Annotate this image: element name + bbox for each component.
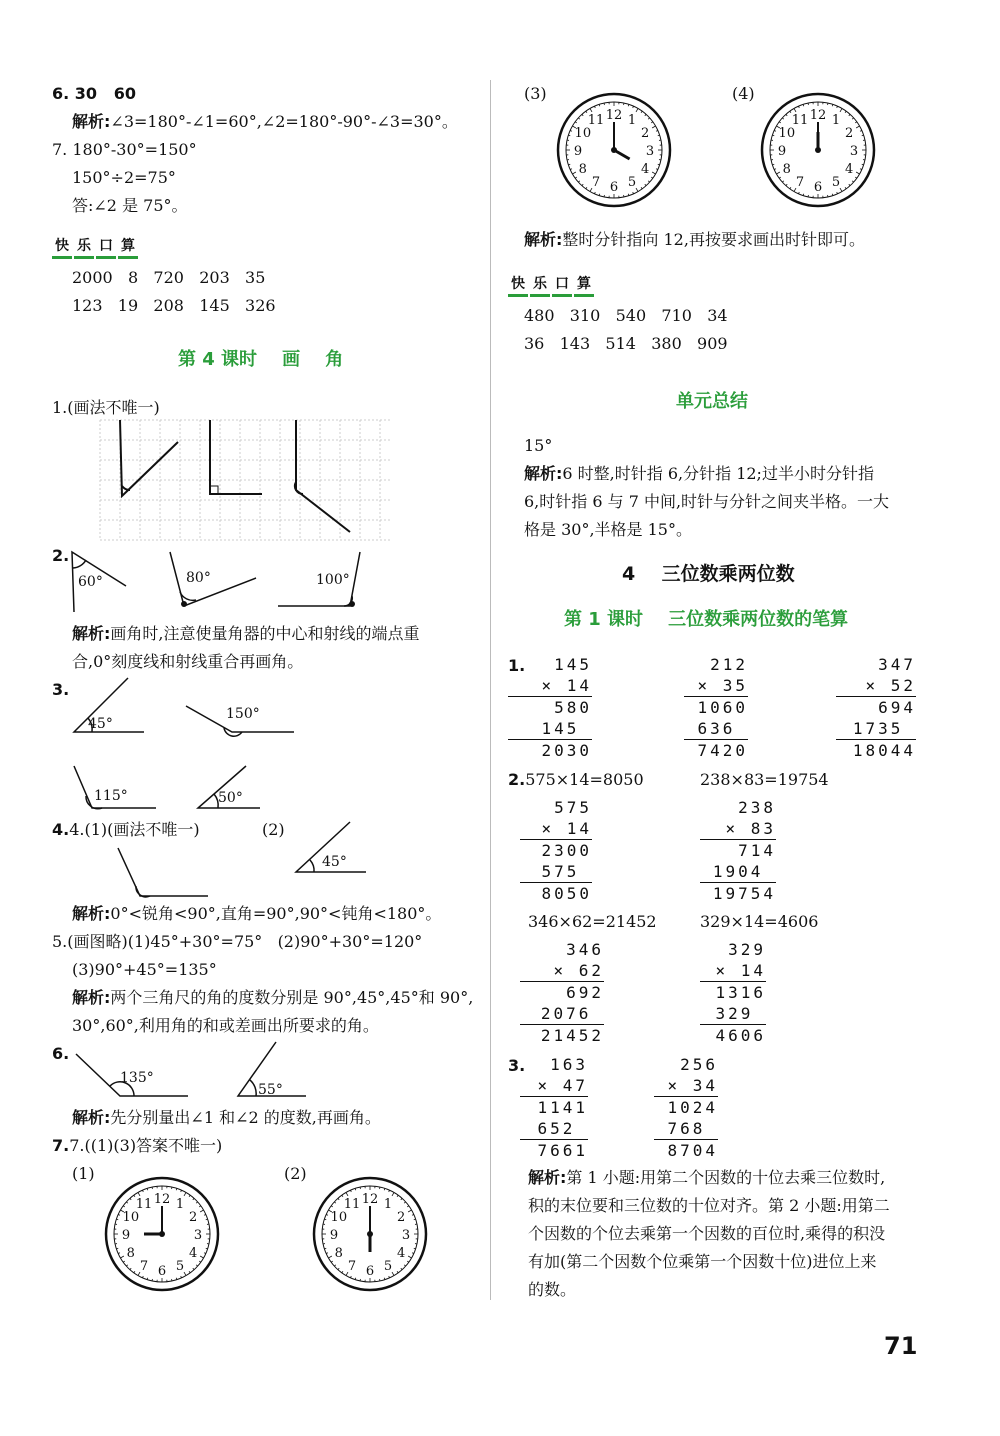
clock-number: 4 (845, 162, 854, 177)
clock-number: 12 (809, 108, 827, 123)
clock-tick (776, 172, 779, 174)
q6-answer: 6. 30 60 (52, 84, 137, 103)
clock-number: 10 (330, 1210, 348, 1225)
clock-tick (338, 1268, 339, 1269)
clock-number: 7 (591, 175, 601, 191)
clock-tick (782, 118, 783, 119)
clock-tick (845, 111, 846, 113)
p2-label: 2. (52, 546, 70, 565)
clock-tick (572, 172, 575, 174)
p3-angle-50: 50° (218, 790, 243, 806)
clock-tick (575, 177, 577, 178)
clock-number: 11 (587, 112, 605, 128)
q7-line-3: 答:∠2 是 75°。 (72, 196, 188, 215)
clock-tick (338, 1198, 339, 1199)
clock-number: 12 (361, 1192, 379, 1207)
clock-tick (407, 1261, 409, 1262)
chapter-title: 4 三位数乘两位数 (622, 563, 795, 585)
clock-number: 2 (641, 126, 650, 141)
q2-eq-3: 346×62=21452 (528, 912, 657, 931)
clock-tick (582, 114, 583, 115)
clock-tick (774, 169, 776, 170)
clock-number: 1 (383, 1196, 393, 1212)
p6-angle-135: 135° (120, 1070, 154, 1086)
clock-number: 1 (831, 112, 841, 128)
clock-tick (855, 177, 857, 178)
clock-number: 8 (782, 162, 791, 177)
clock-tick (856, 172, 859, 174)
clock-tick (651, 122, 653, 123)
clock-tick (636, 108, 638, 111)
clock-tick (326, 1214, 328, 1215)
clock-center (611, 147, 617, 153)
clock-tick (346, 1192, 348, 1195)
p2-angle-60: 60° (78, 574, 103, 590)
clock-tick (142, 1190, 143, 1192)
clock-number: 5 (627, 175, 637, 191)
clock-number: 6 (609, 180, 619, 195)
clock-number: 5 (831, 175, 841, 191)
clock-number: 3 (645, 144, 655, 159)
p2-analysis-line-2: 合,0°刻度线和射线重合再画角。 (72, 652, 304, 671)
clock-label-4: (4) (732, 84, 755, 103)
p7-label: 7.7.((1)(3)答案不唯一) (52, 1136, 223, 1155)
q3-analysis-line-1: 解析:第 1 小题:用第二个因数的十位去乘三位数时, (528, 1168, 886, 1187)
clock-tick (189, 1271, 190, 1273)
q6-analysis: 解析:∠3=180°-∠1=60°,∠2=180°-90°-∠3=30°。 (72, 112, 458, 131)
summary-analysis-line-3: 格是 30°,半格是 15°。 (524, 520, 692, 539)
clock-tick (130, 1268, 131, 1269)
p2-analysis-line-1: 解析:画角时,注意使量角器的中心和射线的端点重 (72, 624, 420, 643)
q2-calc-4: 329 × 14 1316 329 4606 (700, 939, 766, 1046)
page-number: 71 (884, 1332, 918, 1360)
clock-tick (849, 114, 850, 115)
q2-calc-3: 346 × 62 692 2076 21452 (520, 939, 604, 1046)
clock-number: 4 (189, 1246, 198, 1261)
clock-tick (852, 181, 853, 182)
clock-label-3: (3) (524, 84, 547, 103)
clock-tick (837, 192, 838, 194)
clock-1 (104, 1176, 220, 1292)
clock-4 (760, 92, 876, 208)
clock-tick (570, 130, 572, 131)
kuaile-row-1-right: 480 310 540 710 34 (524, 306, 728, 325)
p3-angle-150: 150° (226, 706, 260, 722)
clock-2 (312, 1176, 428, 1292)
clock-tick (786, 184, 787, 185)
clock-tick (389, 1190, 390, 1192)
q1-label: 1. (508, 656, 526, 675)
clock-tick (196, 1265, 197, 1266)
clock-tick (570, 169, 572, 170)
p3-angle-115: 115° (94, 788, 128, 804)
clock-tick (138, 1192, 140, 1195)
summary-analysis-line-2: 6,时针指 6 与 7 中间,时针与分针之间夹半格。一大 (524, 492, 890, 511)
clock-number: 9 (121, 1228, 131, 1243)
clock-number: 3 (849, 144, 859, 159)
clock-tick (774, 130, 776, 131)
clock-tick (350, 1276, 351, 1278)
clock-tick (397, 1271, 398, 1273)
clock-tick (123, 1206, 125, 1207)
clock-tick (331, 1206, 333, 1207)
clock-tick (184, 1192, 186, 1195)
q2-eq-2: 238×83=19754 (700, 770, 829, 789)
clock-tick (779, 122, 781, 123)
clock-tick (408, 1256, 411, 1258)
p5-analysis-line-2: 30°,60°,利用角的和或差画出所要求的角。 (72, 1016, 379, 1035)
clock-number: 10 (778, 126, 796, 141)
clock-tick (142, 1276, 143, 1278)
p1-grid-figure (100, 420, 390, 540)
kuaile-row-2-right: 36 143 514 380 909 (524, 334, 728, 353)
clock-tick (636, 188, 638, 191)
p7-sub-2: (2) (284, 1164, 307, 1183)
clock-number: 4 (641, 162, 650, 177)
clock-tick (590, 108, 592, 111)
clock-number: 8 (126, 1246, 135, 1261)
q7-line-1: 7. 180°-30°=150° (52, 140, 197, 159)
clock-tick (860, 169, 862, 170)
p2-angle-100: 100° (316, 572, 350, 588)
clock-tick (641, 111, 642, 113)
q3-calc-2: 256 × 34 1024 768 8704 (654, 1054, 718, 1161)
clock-tick (845, 187, 846, 189)
clock-tick (855, 122, 857, 123)
clock-number: 9 (777, 144, 787, 159)
q1-calc-2: 212 × 35 1060 636 7420 (684, 654, 748, 761)
clock-tick (392, 1192, 394, 1195)
q1-calc-1: 145 × 14 580 145 2030 (508, 654, 592, 761)
clock-tick (798, 192, 799, 194)
clock-number: 2 (845, 126, 854, 141)
clock-tick (334, 1202, 335, 1203)
clock-tick (401, 1198, 402, 1199)
unit-summary-title: 单元总结 (676, 391, 748, 412)
q2-eq-4: 329×14=4606 (700, 912, 819, 931)
q3-label: 3. (508, 1056, 526, 1075)
clock-number: 6 (365, 1264, 375, 1279)
clock-tick (594, 106, 595, 108)
clock-tick (656, 169, 658, 170)
clock-tick (648, 181, 649, 182)
p4-label-2: (2) (262, 820, 285, 839)
clock-tick (786, 114, 787, 115)
clock-tick (326, 1253, 328, 1254)
clock-tick (578, 181, 579, 182)
clock-tick (779, 177, 781, 178)
clock-tick (412, 1214, 414, 1215)
clock-number: 9 (573, 144, 583, 159)
clock-tick (331, 1261, 333, 1262)
clock-center (367, 1231, 373, 1237)
q3-calc-1: 163 × 47 1141 652 7661 (520, 1054, 588, 1161)
lesson-title-multiplication: 第 1 课时 三位数乘两位数的笔算 (564, 609, 849, 630)
p6-label: 6. (52, 1044, 70, 1063)
clock-number: 7 (347, 1259, 357, 1275)
kuaile-kousuan-label-right: 快 乐 口 算 (508, 274, 594, 297)
clock-tick (130, 1198, 131, 1199)
clock-tick (652, 126, 655, 128)
summary-answer: 15° (524, 436, 553, 455)
clock-tick (594, 192, 595, 194)
clock-tick (120, 1256, 123, 1258)
clock-number: 5 (383, 1259, 393, 1275)
clock-tick (840, 108, 842, 111)
clock-number: 8 (334, 1246, 343, 1261)
clock-tick (633, 192, 634, 194)
clock-tick (328, 1256, 331, 1258)
clock-tick (123, 1261, 125, 1262)
q2-eq-1: 2.575×14=8050 (508, 770, 644, 789)
clock-number: 3 (401, 1228, 411, 1243)
p4-analysis: 解析:0°<锐角<90°,直角=90°,90°<钝角<180°。 (72, 904, 442, 923)
clock-tick (200, 1256, 203, 1258)
clock-number: 4 (397, 1246, 406, 1261)
clock-tick (204, 1253, 206, 1254)
clock-tick (837, 106, 838, 108)
clock-number: 8 (578, 162, 587, 177)
clock-tick (193, 1268, 194, 1269)
p3-label: 3. (52, 680, 70, 699)
clock-tick (652, 172, 655, 174)
clock-number: 1 (627, 112, 637, 128)
clock-tick (407, 1206, 409, 1207)
clock-tick (189, 1195, 190, 1197)
kuaile-row-1-left: 2000 8 720 203 35 (72, 268, 266, 287)
q2-calc-2: 238 × 83 714 1904 19754 (700, 797, 776, 904)
p6-analysis: 解析:先分别量出∠1 和∠2 的度数,再画角。 (72, 1108, 381, 1127)
clock-center (815, 147, 821, 153)
clock-number: 11 (791, 112, 809, 128)
clock-tick (408, 1210, 411, 1212)
column-divider (490, 80, 491, 1300)
p5-analysis-line-1: 解析:两个三角尺的角的度数分别是 90°,45°,45°和 90°, (72, 988, 474, 1007)
clock-analysis: 解析:整时分针指向 12,再按要求画出时针即可。 (524, 230, 865, 249)
clock-tick (651, 177, 653, 178)
p5-line-1: 5.(画图略)(1)45°+30°=75° (2)90°+30°=120° (52, 932, 423, 951)
clock-tick (200, 1210, 203, 1212)
kuaile-kousuan-label-left: 快 乐 口 算 (52, 236, 138, 259)
q3-analysis-line-3: 个因数的个位去乘第一个因数的百位时,乘得的积没 (528, 1224, 886, 1243)
kuaile-row-2-left: 123 19 208 145 326 (72, 296, 276, 315)
clock-number: 9 (329, 1228, 339, 1243)
p6-angle-55: 55° (258, 1082, 283, 1098)
clock-tick (645, 184, 646, 185)
clock-tick (782, 181, 783, 182)
summary-analysis-line-1: 解析:6 时整,时针指 6,分针指 12;过半小时分针指 (524, 464, 874, 483)
clock-tick (641, 187, 642, 189)
clock-tick (856, 126, 859, 128)
p5-line-2: (3)90°+45°=135° (72, 960, 217, 979)
clock-tick (193, 1198, 194, 1199)
clock-tick (798, 106, 799, 108)
lesson-title-drawing-angles: 第 4 课时 画 角 (178, 349, 344, 370)
clock-number: 2 (189, 1210, 198, 1225)
clock-number: 10 (574, 126, 592, 141)
clock-tick (582, 184, 583, 185)
clock-number: 6 (157, 1264, 167, 1279)
clock-tick (401, 1268, 402, 1269)
clock-tick (404, 1202, 405, 1203)
clock-number: 2 (397, 1210, 406, 1225)
p7-sub-1: (1) (72, 1164, 95, 1183)
clock-tick (118, 1214, 120, 1215)
clock-center (159, 1231, 165, 1237)
p4-angle-45: 45° (322, 854, 347, 870)
clock-number: 7 (139, 1259, 149, 1275)
clock-tick (656, 130, 658, 131)
p2-angle-80: 80° (186, 570, 211, 586)
q3-analysis-line-2: 积的末位要和三位数的十位对齐。第 2 小题:用第二 (528, 1196, 890, 1215)
clock-number: 11 (135, 1196, 153, 1212)
clock-number: 1 (175, 1196, 185, 1212)
clock-tick (412, 1253, 414, 1254)
clock-tick (389, 1276, 390, 1278)
p3-angle-45: 45° (88, 716, 113, 732)
clock-tick (196, 1202, 197, 1203)
clock-number: 12 (605, 108, 623, 123)
clock-tick (199, 1206, 201, 1207)
clock-tick (840, 188, 842, 191)
clock-tick (578, 118, 579, 119)
clock-tick (633, 106, 634, 108)
clock-tick (575, 122, 577, 123)
clock-number: 11 (343, 1196, 361, 1212)
clock-tick (181, 1276, 182, 1278)
clock-number: 10 (122, 1210, 140, 1225)
clock-tick (648, 118, 649, 119)
q1-calc-3: 347 × 52 694 1735 18044 (836, 654, 916, 761)
clock-number: 6 (813, 180, 823, 195)
clock-tick (645, 114, 646, 115)
q7-line-2: 150°÷2=75° (72, 168, 176, 187)
p1-label: 1.(画法不唯一) (52, 398, 160, 417)
clock-tick (404, 1265, 405, 1266)
clock-tick (181, 1190, 182, 1192)
clock-tick (860, 130, 862, 131)
p4-label: 4.4.(1)(画法不唯一) (52, 820, 200, 839)
clock-tick (199, 1261, 201, 1262)
clock-tick (852, 118, 853, 119)
clock-tick (204, 1214, 206, 1215)
clock-tick (342, 1271, 343, 1273)
clock-tick (134, 1271, 135, 1273)
clock-tick (126, 1265, 127, 1266)
clock-number: 7 (795, 175, 805, 191)
clock-tick (790, 187, 791, 189)
clock-tick (118, 1253, 120, 1254)
clock-tick (350, 1190, 351, 1192)
q2-calc-1: 575 × 14 2300 575 8050 (520, 797, 592, 904)
clock-tick (586, 187, 587, 189)
clock-number: 5 (175, 1259, 185, 1275)
clock-tick (397, 1195, 398, 1197)
clock-tick (184, 1272, 186, 1275)
q3-analysis-line-5: 的数。 (528, 1280, 577, 1299)
clock-tick (392, 1272, 394, 1275)
clock-tick (126, 1202, 127, 1203)
clock-number: 3 (193, 1228, 203, 1243)
clock-number: 12 (153, 1192, 171, 1207)
clock-tick (849, 184, 850, 185)
clock-tick (794, 108, 796, 111)
q3-analysis-line-4: 有加(第二个因数个位乘第一个因数十位)进位上来 (528, 1252, 877, 1271)
clock-3 (556, 92, 672, 208)
clock-tick (334, 1265, 335, 1266)
